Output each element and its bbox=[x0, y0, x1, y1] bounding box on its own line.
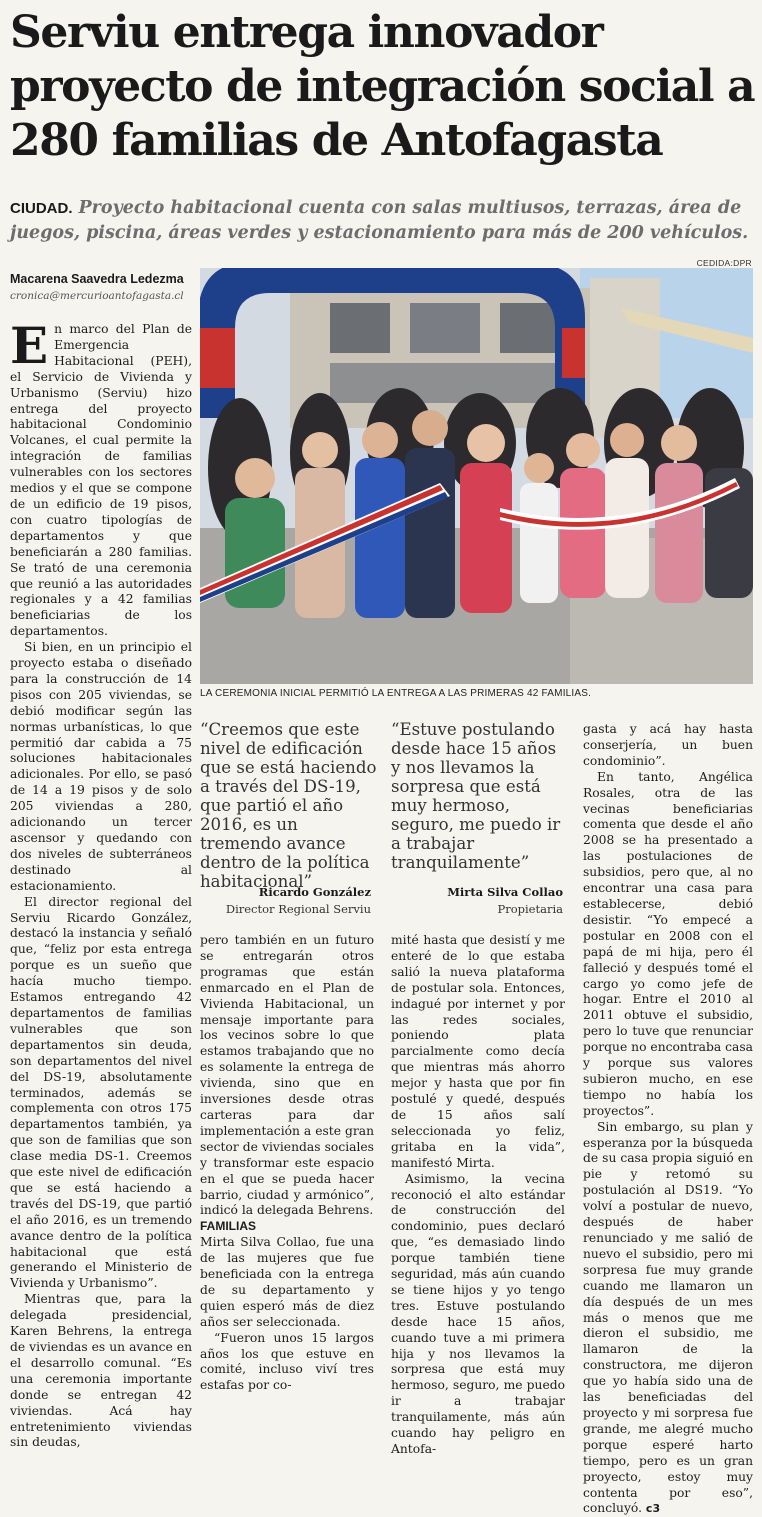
author-email: cronica@mercurioantofagasta.cl bbox=[10, 290, 184, 302]
paragraph: mité hasta que desistí y me enteré de lo que estaba salió la nueva plataforma de postular sola. Entonces, indagué por internet y por las redes sociales, poniendo plata parcialmente como decía que mientras más ahorro mejor y hasta que por fin postulé y quedé, después de 15 años salí seleccionada yo feliz, gritaba en la vida”, manifestó Mirta. bbox=[391, 933, 565, 1170]
body-column-2 bbox=[200, 933, 374, 1394]
paragraph: Mientras que, para la delegada presidencial, Karen Behrens, la entrega de viviendas es un avance en el desarrollo comunal. “Es una ceremonia importante donde se entregan 42 viviendas. Acá hay entretenimiento viviendas sin deudas, bbox=[10, 1292, 192, 1450]
byline bbox=[10, 272, 190, 302]
pull-quote-1: “Creemos que este nivel de edificación que se está haciendo a través del DS-19, que partió el año 2016, es un tremendo avance dentro de la política habitacional” bbox=[200, 720, 377, 891]
pull-quote-2-attribution bbox=[385, 885, 563, 916]
section-kicker: CIUDAD. bbox=[10, 200, 73, 217]
paragraph: El director regional del Serviu Ricardo González, destacó la instancia y señaló que, “feliz por esta entrega porque es un sueño que hacía mucho tiempo. Estamos entregando 42 departamentos de familias vulnerables que son departamentos sin deuda, son departamentos del nivel del DS-19, absolutamente terminados, además se complementa con otros 175 departamentos también, ya que son de familias que son clase media DS-1. Creemos que este nivel de edificación que se está haciendo a través del DS-19, que partió el año 2016, es un tremendo avance dentro de la política habitacional que está generando el Ministerio de Vivienda y Urbanismo”. bbox=[10, 894, 192, 1291]
quote-role: Director Regional Serviu bbox=[225, 902, 371, 916]
quote-author: Mirta Silva Collao bbox=[447, 885, 563, 899]
body-column-1 bbox=[10, 316, 192, 1451]
end-mark-icon: c3 bbox=[645, 1502, 661, 1516]
paragraph: En marco del Plan de Emergencia Habitacional (PEH), el Servicio de Vivienda y Urbanismo (Serviu) hizo entrega del proyecto habitacional Condominio Volcanes, el cual permite la integración de familias vulnerables con los sectores medios y el que se compone de un edificio de 19 pisos, con cuatro tipologías de departamentos y que beneficiarán a 280 familias. Se trató de una ceremonia que reunió a las autoridades regionales y a 42 familias beneficiarias de los departamentos. bbox=[10, 316, 192, 639]
paragraph: pero también en un futuro se entregarán otros programas que están enmarcado en el Plan de Vivienda Habitacional, un mensaje importante para los vecinos sobre lo que estamos trabajando que no es solamente la entrega de vivienda, sino que en inversiones desde otras carteras para dar implementación a este gran sector de viviendas sociales y transformar este espacio en el que se pueda hacer barrio, ciudad y armónico”, indicó la delegada Behrens. bbox=[200, 933, 374, 1218]
paragraph: Sin embargo, su plan y esperanza por la búsqueda de su casa propia siguió en pie y retomó su postulación al DS19. “Yo volví a postular de nuevo, después de haber renunciado y me salió de nuevo el subsidio, pero mi sorpresa fue muy grande cuando me llamaron un día después de un mes más o menos que me dieron el subsidio, me llamaron de la constructora, me dijeron que yo había sido una de las beneficiadas del proyecto y mi sorpresa fue grande, me alegré mucho porque esperé harto tiempo, pero es un gran proyecto, estoy muy contenta por eso”, concluyó. c3 bbox=[583, 1119, 753, 1516]
deck-text: Proyecto habitacional cuenta con salas multiusos, terrazas, área de juegos, piscina, áreas verdes y estacionamiento para más de 200 vehículos. bbox=[10, 198, 749, 243]
photo-caption: LA CEREMONIA INICIAL PERMITIÓ LA ENTREGA A LAS PRIMERAS 42 FAMILIAS. bbox=[200, 688, 592, 699]
quote-author: Ricardo González bbox=[258, 885, 371, 899]
paragraph: Asimismo, la vecina reconoció el alto estándar de construcción del condominio, pues declaró que, “es demasiado lindo porque también tiene seguridad, más aún cuando se tiene hijos y yo tengo tres. Estuve postulando desde hace 15 años, cuando tuve a mi primera hija y nos llevamos la sorpresa que está muy hermoso, seguro, me puedo ir a trabajar tranquilamente, más aún cuando hay peligro en Antofa- bbox=[391, 1171, 565, 1456]
section-subhead: FAMILIAS bbox=[200, 1219, 256, 1234]
deck bbox=[10, 196, 755, 246]
quote-role: Propietaria bbox=[497, 902, 563, 916]
photo-credit: CEDIDA:DPR bbox=[696, 258, 752, 268]
body-column-4 bbox=[583, 722, 753, 1517]
author-name: Macarena Saavedra Ledezma bbox=[10, 272, 184, 286]
paragraph: Mirta Silva Collao, fue una de las mujeres que fue beneficiada con la entrega de su departamento y quien esperó más de diez años ser seleccionada. bbox=[200, 1235, 374, 1329]
paragraph: gasta y acá hay hasta conserjería, un buen condominio”. bbox=[583, 722, 753, 768]
headline: Serviu entrega innovador proyecto de integración social a 280 familias de Antofagasta bbox=[10, 7, 755, 166]
drop-cap: E bbox=[10, 316, 49, 375]
pull-quote-2: “Estuve postulando desde hace 15 años y nos llevamos la sorpresa que está muy hermoso, seguro, me puedo ir a trabajar tranquilamente” bbox=[391, 720, 561, 872]
body-column-3 bbox=[391, 933, 565, 1458]
paragraph: Si bien, en un principio el proyecto estaba o diseñado para la construcción de 14 pisos con 205 viviendas, se debió modificar según las normas urbanísticas, lo que permitió dar cabida a 75 soluciones habitacionales adicionales. Por ello, se pasó de 14 a 19 pisos y de solo 205 viviendas a 280, adicionando un tercer ascensor y quedando con dos niveles de subterráneos destinado al estacionamiento. bbox=[10, 640, 192, 893]
ceremony-photo bbox=[200, 268, 753, 684]
paragraph: “Fueron unos 15 largos años los que estuve en comité, incluso viví tres estafas por co- bbox=[200, 1330, 374, 1393]
pull-quote-1-attribution bbox=[193, 885, 371, 916]
paragraph: En tanto, Angélica Rosales, otra de las vecinas beneficiarias comenta que desde el año 2008 se ha presentado a las postulaciones de subsidios, pero que, al no encontrar una casa para establecerse, debió desistir. “Yo empecé a postular en 2008 con el papá de mi hija, pero él falleció y después tomé el cargo yo como jefe de hogar. Entre el 2010 al 2011 obtuve el subsidio, pero lo tuve que renunciar porque no encontraba casa y porque sus valores subieron mucho, en ese tiempo no había los proyectos”. bbox=[583, 769, 753, 1118]
ceremony-photo-illustration bbox=[200, 268, 753, 684]
